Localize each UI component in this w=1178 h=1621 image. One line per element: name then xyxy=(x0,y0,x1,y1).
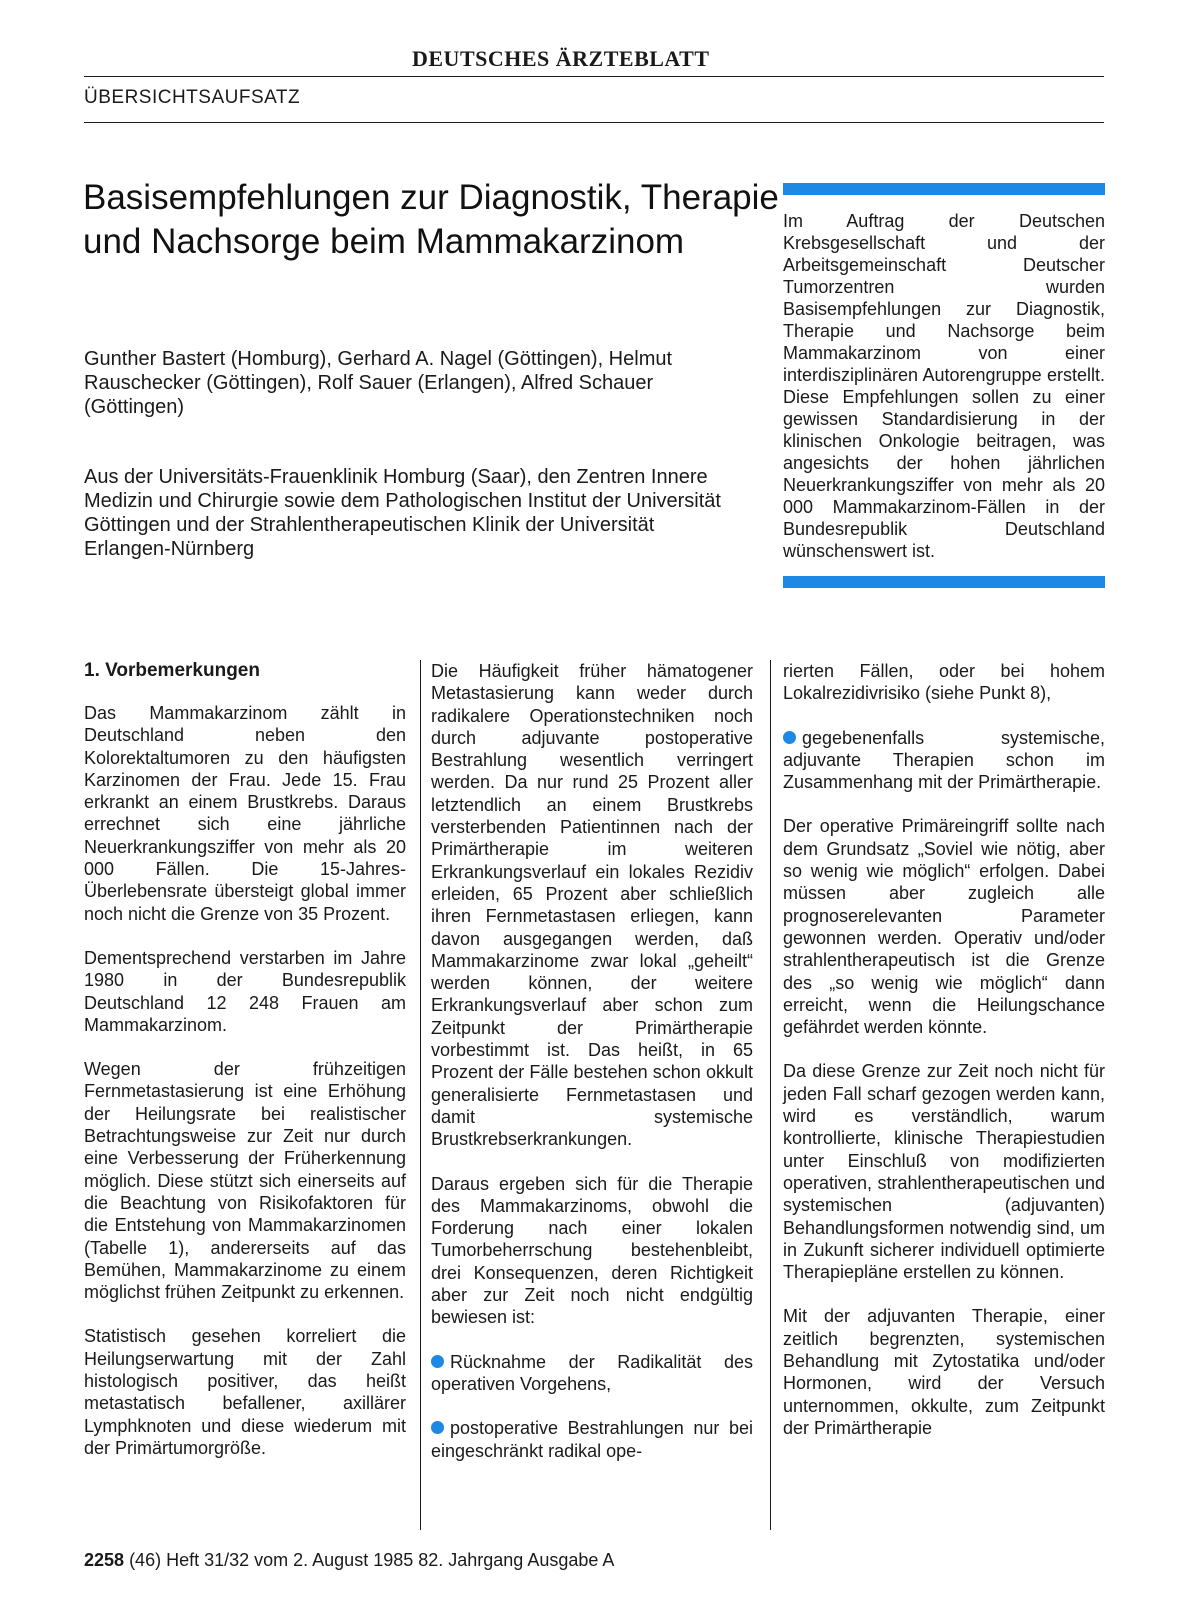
paragraph: Der operative Primäreingriff sollte nach dem Grundsatz „Soviel wie nötig, aber so wenig wie möglich“ erfolgen. Dabei müssen aber zugleich alle prognoserelevanten Parameter gewonnen werden. Operativ und/oder strahlentherapeutisch ist die Grenze des „so wenig wie möglich“ dann erreicht, wenn die Heilungschance gefährdet werden könnte. xyxy=(783,816,1105,1038)
article-title: Basisempfehlungen zur Diagnostik, Therapie und Nachsorge beim Mammakarzinom xyxy=(83,178,779,261)
issue-info: (46) Heft 31/32 vom 2. August 1985 82. Jahrgang Ausgabe A xyxy=(129,1550,615,1570)
paragraph: Dementsprechend verstarben im Jahre 1980 in der Bundesrepublik Deutschland 12 248 Frauen am Mammakarzinom. xyxy=(84,947,406,1035)
paragraph: Das Mammakarzinom zählt in Deutschland neben den Kolorektaltumoren zu den häufigsten Karzinomen der Frau. Jede 15. Frau erkrankt an einem Brustkrebs. Daraus errechnet sich eine jährliche Neuerkrankungsziffer von mehr als 20 000 Fällen. Die 15-Jahres-Überlebensrate übersteigt global immer noch nicht die Grenze von 35 Prozent. xyxy=(84,703,406,924)
body-column-3 xyxy=(783,660,1105,1461)
bullet-text: gegebenenfalls systemische, adjuvante Therapien schon im Zusammenhang mit der Primärtherapie. xyxy=(783,727,1105,793)
bullet-icon xyxy=(431,1421,444,1434)
column-divider xyxy=(770,660,771,1530)
paragraph: Mit der adjuvanten Therapie, einer zeitlich begrenzten, systemischen Behandlung mit Zytostatika und/oder Hormonen, wird der Versuch unternommen, okkulte, zum Zeitpunkt der Primärtherapie xyxy=(783,1306,1105,1438)
paragraph: Daraus ergeben sich für die Therapie des Mammakarzinoms, obwohl die Forderung nach einer lokalen Tumorbeherrschung bestehenbleibt, drei Konsequenzen, deren Richtigkeit aber zur Zeit noch nicht endgültig bewiesen ist: xyxy=(431,1173,753,1328)
page-number: 2258 xyxy=(84,1550,125,1570)
bullet-item xyxy=(431,1417,753,1462)
bullet-item xyxy=(783,727,1105,794)
abstract-bottom-bar xyxy=(783,576,1105,588)
paragraph: Die Häufigkeit früher hämatogener Metastasierung kann weder durch radikalere Operationstechniken noch durch adjuvante postoperative Bestrahlung wesentlich verringert werden. Da nur rund 25 Prozent aller letztendlich an einem Brustkrebs versterbenden Patientinnen nach der Primärtherapie im weiteren Erkrankungsverlauf ein lokales Rezidiv erleiden, 65 Prozent aber schließlich ihren Fernmetastasen erliegen, kann davon ausgegangen werden, daß Mammakarzinome zwar lokal „geheilt“ werden können, der weitere Erkrankungsverlauf aber schon zum Zeitpunkt der Primärtherapie vorbestimmt ist. Das heißt, in 65 Prozent der Fälle bestehen schon okkult generalisierte Fernmetastasen und damit systemische Brustkrebserkrankungen. xyxy=(431,661,753,1150)
column-divider xyxy=(420,660,421,1530)
paragraph: rierten Fällen, oder bei hohem Lokalrezidivrisiko (siehe Punkt 8), xyxy=(783,661,1105,704)
paragraph: Wegen der frühzeitigen Fernmetastasierung ist eine Erhöhung der Heilungsrate bei realistischer Betrachtungsweise zur Zeit nur durch eine Verbesserung der Früherkennung möglich. Diese stützt sich einerseits auf die Beachtung von Risikofaktoren für die Entstehung von Mammakarzinomen (Tabelle 1), andererseits auf das Bemühen, Mammakarzinome zu einem möglichst frühen Zeitpunkt zu erkennen. xyxy=(84,1059,406,1303)
bullet-icon xyxy=(783,731,796,744)
bullet-icon xyxy=(431,1355,444,1368)
paragraph: Da diese Grenze zur Zeit noch nicht für jeden Fall scharf gezogen werden kann, wird es verständlich, warum kontrollierte, klinische Therapiestudien unter Einschluß von modifizierten operativen, strahlentherapeutischen und systemischen (adjuvanten) Behandlungsformen notwendig sind, um in Zukunft sicherer individuell optimierte Therapiepläne erstellen zu können. xyxy=(783,1061,1105,1283)
abstract-top-bar xyxy=(783,183,1105,195)
section-rule xyxy=(84,122,1104,123)
article-affiliation: Aus der Universitäts-Frauenklinik Homburg (Saar), den Zentren Innere Medizin und Chirurgie sowie dem Pathologischen Institut der Universität Göttingen und der Strahlentherapeutischen Klinik der Universität Erlangen-Nürnberg xyxy=(84,466,721,560)
header-rule xyxy=(84,76,1104,77)
body-column-1 xyxy=(84,660,406,1481)
paragraph: Statistisch gesehen korreliert die Heilungserwartung mit der Zahl histologisch positiver, das heißt metastatisch befallener, axillärer Lymphknoten und diese wiederum mit der Primärtumorgröße. xyxy=(84,1326,406,1458)
journal-masthead: DEUTSCHES ÄRZTEBLATT xyxy=(412,46,710,71)
section-heading: 1. Vorbemerkungen xyxy=(84,660,260,681)
page-footer xyxy=(84,1550,614,1571)
section-label: ÜBERSICHTSAUFSATZ xyxy=(84,87,301,108)
body-column-2 xyxy=(431,660,753,1484)
article-authors: Gunther Bastert (Homburg), Gerhard A. Nagel (Göttingen), Helmut Rauschecker (Göttingen), Rolf Sauer (Erlangen), Alfred Schauer (Göttingen) xyxy=(84,348,673,418)
bullet-item xyxy=(431,1351,753,1396)
bullet-text: Rücknahme der Radikalität des operativen Vorgehens, xyxy=(431,1351,753,1394)
bullet-text: postoperative Bestrahlungen nur bei eingeschränkt radikal ope- xyxy=(431,1418,753,1461)
article-abstract: Im Auftrag der Deutschen Krebsgesellschaft und der Arbeitsgemeinschaft Deutscher Tumorzentren wurden Basisempfehlungen zur Diagnostik, Therapie und Nachsorge beim Mammakarzinom von einer interdisziplinären Autorengruppe erstellt. Diese Empfehlungen sollen zu einer gewissen Standardisierung in der klinischen Onkologie beitragen, was angesichts der hohen jährlichen Neuerkrankungsziffer von mehr als 20 000 Mammakarzinom-Fällen in der Bundesrepublik Deutschland wünschenswert ist. xyxy=(783,211,1105,561)
